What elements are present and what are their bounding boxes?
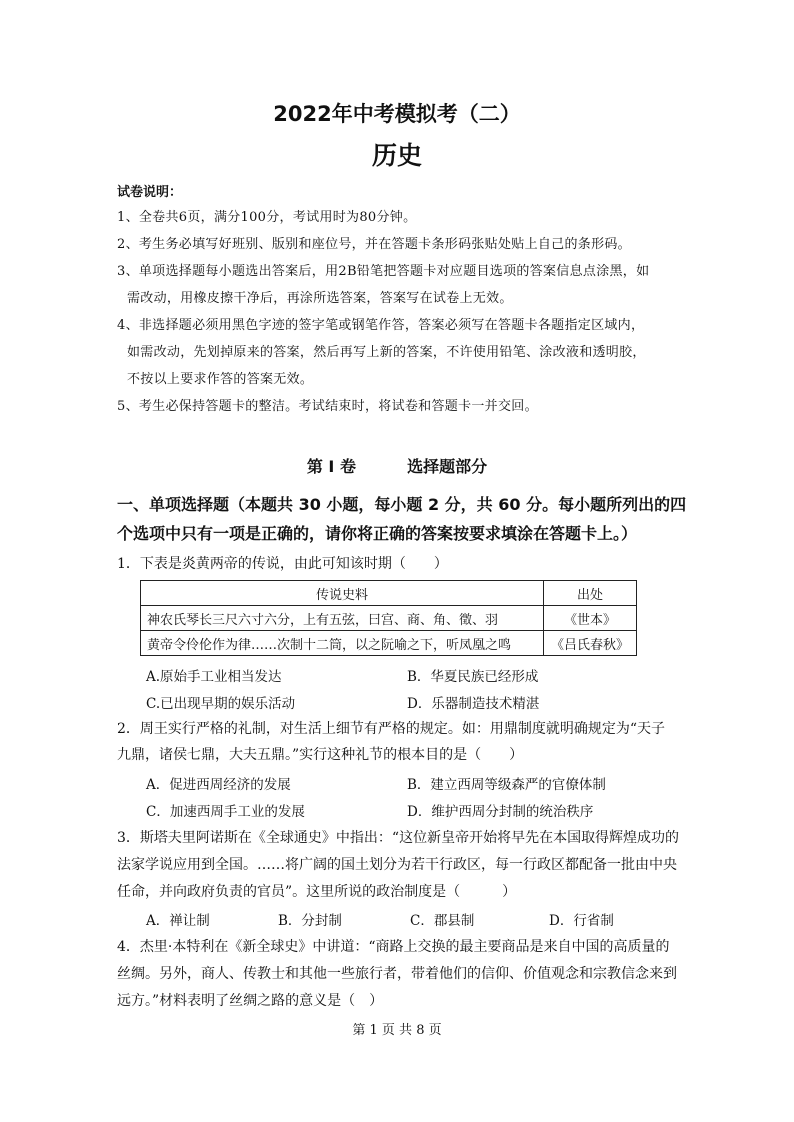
question-3-stem: 3．斯塔夫里阿诺斯在《全球通史》中指出：“这位新皇帝开始将早先在本国取得辉煌成功的 xyxy=(117,830,680,846)
option-b: B．华夏民族已经形成 xyxy=(407,669,539,685)
instruction-line: 不按以上要求作答的答案无效。 xyxy=(127,372,314,387)
option-b: B．分封制 xyxy=(278,913,342,929)
table-row xyxy=(141,606,637,631)
question-4-stem: 4．杰里·本特利在《新全球史》中讲道：“商路上交换的最主要商品是来自中国的高质量的 xyxy=(117,939,670,955)
part-heading: 一、单项选择题（本题共 30 小题，每小题 2 分，共 60 分。每小题所列出的四 xyxy=(117,495,687,514)
instruction-line: 如需改动，先划掉原来的答案，然后再写上新的答案，不许使用铅笔、涂改液和透明胶， xyxy=(127,345,646,360)
subject-title: 历史 xyxy=(371,141,422,170)
table-header: 出处 xyxy=(544,581,637,606)
page-number: 第 1 页 共 8 页 xyxy=(352,1023,442,1038)
table-cell: 黄帝令伶伦作为律……次制十二筒，以之阮喻之下，听凤凰之鸣 xyxy=(141,631,544,656)
table-cell: 《吕氏春秋》 xyxy=(544,631,637,656)
instruction-line: 5、考生必保持答题卡的整洁。考试结束时，将试卷和答题卡一并交回。 xyxy=(117,399,538,414)
section-label: 第 I 卷 xyxy=(306,457,356,476)
option-a: A．促进西周经济的发展 xyxy=(146,777,291,793)
section-name: 选择题部分 xyxy=(407,457,488,476)
option-c: C．郡县制 xyxy=(410,913,475,929)
option-a: A.原始手工业相当发达 xyxy=(146,669,282,685)
table-cell: 《世本》 xyxy=(544,606,637,631)
exam-title: 2022年中考模拟考（二） xyxy=(273,102,521,126)
table-header: 传说史料 xyxy=(141,581,544,606)
question-3-stem-cont: 法家学说应用到全国。……将广阔的国土划分为若干行政区，每一行政区都配备一批由中央 xyxy=(117,857,677,873)
legend-source-table xyxy=(140,580,637,656)
instructions-heading: 试卷说明： xyxy=(117,185,183,200)
part-heading-cont: 个选项中只有一项是正确的，请你将正确的答案按要求填涂在答题卡上。） xyxy=(117,524,638,543)
option-d: D．乐器制造技术精湛 xyxy=(407,696,540,712)
instruction-line: 需改动，用橡皮擦干净后，再涂所选答案，答案写在试卷上无效。 xyxy=(127,291,513,306)
question-3-stem-cont: 任命，并向政府负责的官员”。这里所说的政治制度是（ ） xyxy=(117,884,517,900)
question-4-stem-cont: 丝绸。另外，商人、传教士和其他一些旅行者，带着他们的信仰、价值观念和宗教信念来到 xyxy=(117,966,677,982)
table-header-row xyxy=(141,581,637,606)
table-row xyxy=(141,631,637,656)
question-2-stem-cont: 九鼎，诸侯七鼎，大夫五鼎。”实行这种礼节的根本目的是（ ） xyxy=(117,747,524,763)
option-d: D．维护西周分封制的统治秩序 xyxy=(407,804,594,820)
option-a: A．禅让制 xyxy=(146,913,210,929)
instruction-line: 2、考生务必填写好班别、版别和座位号，并在答题卡条形码张贴处贴上自己的条形码。 xyxy=(117,237,631,252)
table-cell: 神农氏琴长三尺六寸六分，上有五弦，曰宫、商、角、徵、羽 xyxy=(141,606,544,631)
option-b: B．建立西周等级森严的官僚体制 xyxy=(407,777,606,793)
option-c: C.已出现早期的娱乐活动 xyxy=(146,696,296,712)
instruction-line: 4、非选择题必须用黑色字迹的签字笔或钢笔作答，答案必须写在答题卡各题指定区域内， xyxy=(117,318,645,333)
section-heading xyxy=(0,454,794,477)
instruction-line: 3、单项选择题每小题选出答案后，用2B铅笔把答题卡对应题目选项的答案信息点涂黑，如 xyxy=(117,264,650,279)
option-d: D．行省制 xyxy=(549,913,614,929)
option-c: C．加速西周手工业的发展 xyxy=(146,804,305,820)
instruction-line: 1、全卷共6页，满分100分，考试用时为80分钟。 xyxy=(117,210,417,225)
question-2-stem: 2．周王实行严格的礼制，对生活上细节有严格的规定。如：用鼎制度就明确规定为“天子 xyxy=(117,721,666,737)
question-1-stem: 1．下表是炎黄两帝的传说，由此可知该时期（ ） xyxy=(117,556,448,572)
question-4-stem-cont: 远方。”材料表明了丝绸之路的意义是（ ） xyxy=(117,993,384,1009)
